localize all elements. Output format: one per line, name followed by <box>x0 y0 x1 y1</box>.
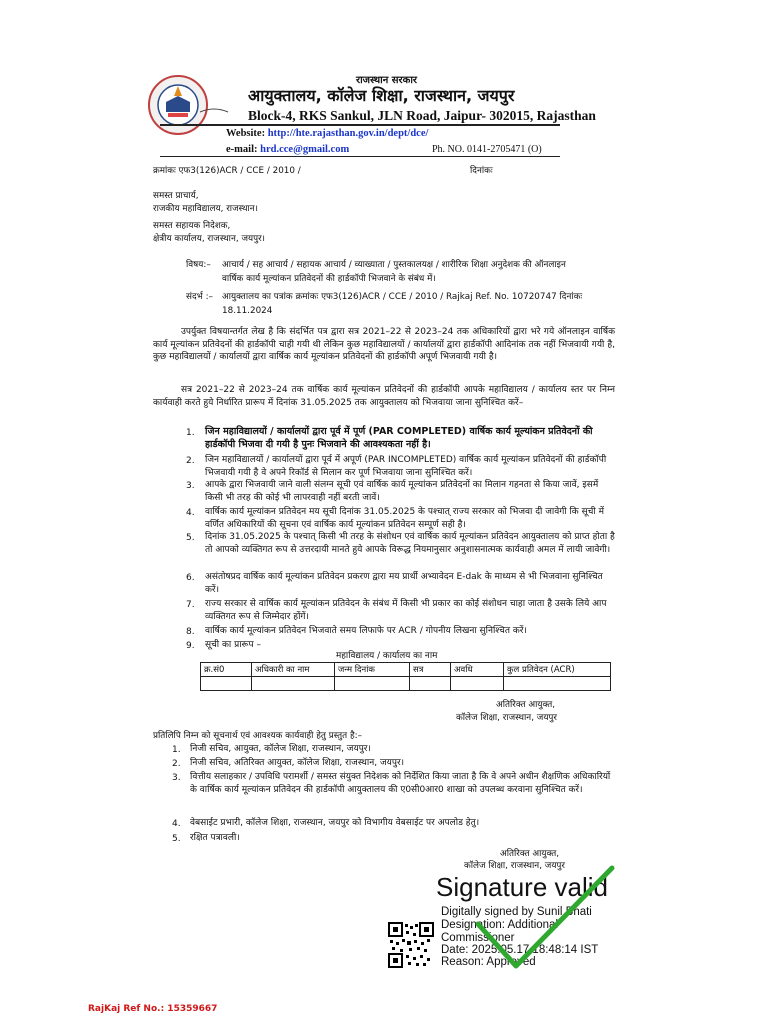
list-number: 4. <box>186 508 195 518</box>
signature-detail: Reason: Approved <box>441 956 536 968</box>
copy-item: निजी सचिव, आयुक्त, कॉलेज शिक्षा, राजस्थान, जयपुर। <box>190 744 371 754</box>
list-number: 1. <box>172 745 181 755</box>
rajkaj-reference: RajKaj Ref No.: 15359667 <box>88 1004 218 1014</box>
table-header-cell: क्र.सं0 <box>201 663 252 677</box>
list-item: जिन महाविद्यालयों / कार्यालयों द्वारा पूर्व में अपूर्ण (PAR INCOMPLETED) वार्षिक कार्य मूल्यांकन प्रतिवेदनों की हार्डकॉपी भिजवायी गयी है वे अपने रिकॉर्ड से मिलान कर पूर्ण भिजवाया जाना सुनिश्चित करें। <box>205 455 607 478</box>
copy-item: रक्षित पत्रावली। <box>190 833 240 843</box>
signature-detail: Commissioner <box>441 932 515 944</box>
signature-detail: Designation: Additional <box>441 919 558 931</box>
table-header-cell: कुल प्रतिवेदन (ACR) <box>504 663 611 677</box>
list-item: वार्षिक कार्य मूल्यांकन प्रतिवेदन भिजवाते समय लिफाफे पर ACR / गोपनीय लिखना सुनिश्चित करें। <box>205 626 527 636</box>
email-link[interactable]: hrd.cce@gmail.com <box>260 144 350 155</box>
signoff-title: अतिरिक्त आयुक्त, <box>500 849 560 859</box>
recipient-line: क्षेत्रीय कार्यालय, राजस्थान, जयपुर। <box>153 234 265 244</box>
reference-text: आयुक्तालय का पत्रांक क्रमांकः एफ3(126)ACR / CCE / 2010 / Rajkaj Ref. No. 10720747 दिनांकः <box>222 292 583 302</box>
qr-code-icon <box>388 922 434 968</box>
signoff-office: कॉलेज शिक्षा, राजस्थान, जयपुर <box>464 861 566 871</box>
reference-date: 18.11.2024 <box>222 306 273 316</box>
list-number: 5. <box>186 533 195 543</box>
copy-item: वित्तीय सलाहकार / उपविधि परामर्शी / समस्त संयुक्त निदेशक को निर्देशित किया जाता है कि वे अपने अधीन शैक्षणिक अधिकारियों के वार्षिक कार्य मूल्यांकन प्रतिवेदन की हार्डकॉपी आयुक्तालय की ए0सी0आर0 शाखा को उपलब्ध करवाना सुनिश्चित करें। <box>190 772 611 795</box>
office-title: आयुक्तालय, कॉलेज शिक्षा, राजस्थान, जयपुर <box>248 86 515 105</box>
header-divider-2 <box>160 156 560 157</box>
body-paragraph: सत्र 2021–22 से 2023–24 तक वार्षिक कार्य मूल्यांकन प्रतिवेदनों की हार्डकॉपी आपके महाविद्यालय / कार्यालय स्तर पर निम्न कार्यवाही करते हुये निर्धारित प्रारूप में दिनांक 31.05.2025 तक आयुक्तालय को भिजवाया जाना सुनिश्चित करें– <box>153 385 615 408</box>
list-number: 2. <box>186 456 195 466</box>
list-format-table <box>200 662 611 691</box>
list-number: 6. <box>186 573 195 583</box>
signature-detail: Date: 2025.05.17 18:48:14 IST <box>441 944 599 956</box>
website-link[interactable]: http://hte.rajasthan.gov.in/dept/dce/ <box>267 128 429 139</box>
letter-date: दिनांकः <box>470 166 493 176</box>
recipient-line: समस्त सहायक निदेशक, <box>153 221 231 231</box>
subject-text: वार्षिक कार्य मूल्यांकन प्रतिवेदनों की हार्डकॉपी भिजवाने के संबंध में। <box>222 274 436 284</box>
list-item: वार्षिक कार्य मूल्यांकन प्रतिवेदन मय सूची दिनांक 31.05.2025 के पश्चात् राज्य सरकार को भिजवा दी जावेगी कि सूची में वर्णित अधिकारियों की सूचना एवं वार्षिक कार्य मूल्यांकन प्रतिवेदन सम्पूर्ण सही है। <box>205 507 604 530</box>
list-number: 8. <box>186 627 195 637</box>
signature-valid-title: Signature valid <box>436 872 608 902</box>
green-check-icon <box>470 862 620 972</box>
website-line: Website: http://hte.rajasthan.gov.in/dept/dce/ <box>226 128 429 139</box>
list-number: 5. <box>172 834 181 844</box>
table-header-cell: अधिकारी का नाम <box>252 663 335 677</box>
signoff-title: अतिरिक्त आयुक्त, <box>496 700 556 710</box>
table-header-cell: जन्म दिनांक <box>335 663 410 677</box>
college-education-emblem-logo <box>148 72 230 138</box>
table-header-cell: सत्र <box>410 663 451 677</box>
signoff-office: कॉलेज शिक्षा, राजस्थान, जयपुर <box>456 713 558 723</box>
list-item: जिन महाविद्यालयों / कार्यालयों द्वारा पूर्व में पूर्ण (PAR COMPLETED) वार्षिक कार्य मूल्यांकन प्रतिवेदनों की हार्डकॉपी भिजवा दी गयी है पुनः भिजवाने की आवश्यकता नहीं है। <box>205 426 593 450</box>
phone-number: Ph. NO. 0141-2705471 (O) <box>432 144 542 155</box>
list-item: राज्य सरकार से वार्षिक कार्य मूल्यांकन प्रतिवेदन के संबंध में किसी भी प्रकार का कोई संशोधन चाहा जाता है उसके लिये आप व्यक्तिगत रूप से जिम्मेदार होंगें। <box>205 599 607 622</box>
list-item: असंतोषप्रद वार्षिक कार्य मूल्यांकन प्रतिवेदन प्रकरण द्वारा मय प्रार्थी अभ्यावेदन E-dak के माध्यम से भी भिजवाना सुनिश्चित करें। <box>205 572 603 595</box>
office-address: Block-4, RKS Sankul, JLN Road, Jaipur- 302015, Rajasthan <box>248 108 596 123</box>
list-number: 1. <box>186 428 195 438</box>
recipient-line: राजकीय महाविद्यालय, राजस्थान। <box>153 204 258 214</box>
body-paragraph: उपर्युक्त विषयान्तर्गत लेख है कि संदर्भित पत्र द्वारा सत्र 2021–22 से 2023–24 तक अधिकारियों द्वारा भरे गये ऑनलाइन वार्षिक कार्य मूल्यांकन प्रतिवेदनों की हार्डकॉपी चाही गयी थी लेकिन कुछ महाविद्यालयों / कार्यालयों द्वारा हार्डकॉपी आदिनांक तक नहीं भिजवायी गयी है, कुछ महाविद्यालयों / कार्यालयों द्वारा वार्षिक कार्य मूल्यांकन प्रतिवेदनों की हार्डकॉपी अपूर्ण भिजवायी गयी है। <box>153 327 615 362</box>
list-number: 2. <box>172 759 181 769</box>
subject-label: विषय:– <box>186 260 211 270</box>
table-header-row <box>201 663 611 677</box>
copy-item: वेबसाईट प्रभारी, कॉलेज शिक्षा, राजस्थान, जयपुर को विभागीय वेबसाईट पर अपलोड हेतु। <box>190 818 480 828</box>
copy-intro: प्रतिलिपि निम्न को सूचनार्थ एवं आवश्यक कार्यवाही हेतु प्रस्तुत है:– <box>153 731 363 741</box>
email-line: e-mail: hrd.cce@gmail.com <box>226 144 350 155</box>
list-item: आपके द्वारा भिजवायी जाने वाली संलग्न सूची एवं वार्षिक कार्य मूल्यांकन प्रतिवेदनों का मिलान गहनता से किया जावें, इसमें किसी भी तरह की कोई भी लापरवाही नहीं बरती जावें। <box>205 480 599 503</box>
reference-label: संदर्भ :– <box>186 292 213 302</box>
copy-item: निजी सचिव, अतिरिक्त आयुक्त, कॉलेज शिक्षा, राजस्थान, जयपुर। <box>190 758 405 768</box>
recipient-line: समस्त प्राचार्य, <box>153 191 199 201</box>
list-number: 9. <box>186 641 195 651</box>
header-divider <box>160 124 560 126</box>
list-number: 3. <box>186 481 195 491</box>
list-number: 4. <box>172 819 181 829</box>
table-caption: महाविद्यालय / कार्यालय का नाम <box>336 651 438 661</box>
subject-text: आचार्य / सह आचार्य / सहायक आचार्य / व्याख्याता / पुस्तकालयक्ष / शारीरिक शिक्षा अनुदेशक की ऑनलाइन <box>222 260 566 270</box>
list-number: 7. <box>186 600 195 610</box>
list-number: 3. <box>172 773 181 783</box>
list-item: दिनांक 31.05.2025 के पश्चात् किसी भी तरह के संशोधन एवं वार्षिक कार्य मूल्यांकन प्रतिवेदन आयुक्तालय को प्राप्त होता है तो आपको व्यक्तिगत रूप से उत्तरदायी मानते हुये आपके विरूद्ध नियमानुसार अनुशासनात्मक कार्यवाही अमल में लायी जावेगी। <box>205 532 615 555</box>
list-item: सूची का प्रारूप – <box>205 640 262 650</box>
table-row <box>201 677 611 691</box>
government-label: राजस्थान सरकार <box>356 75 418 86</box>
reference-number: क्रमांकः एफ3(126)ACR / CCE / 2010 / <box>153 166 301 176</box>
signature-detail: Digitally signed by Sunil Bhati <box>441 906 592 918</box>
table-header-cell: अवधि <box>451 663 504 677</box>
